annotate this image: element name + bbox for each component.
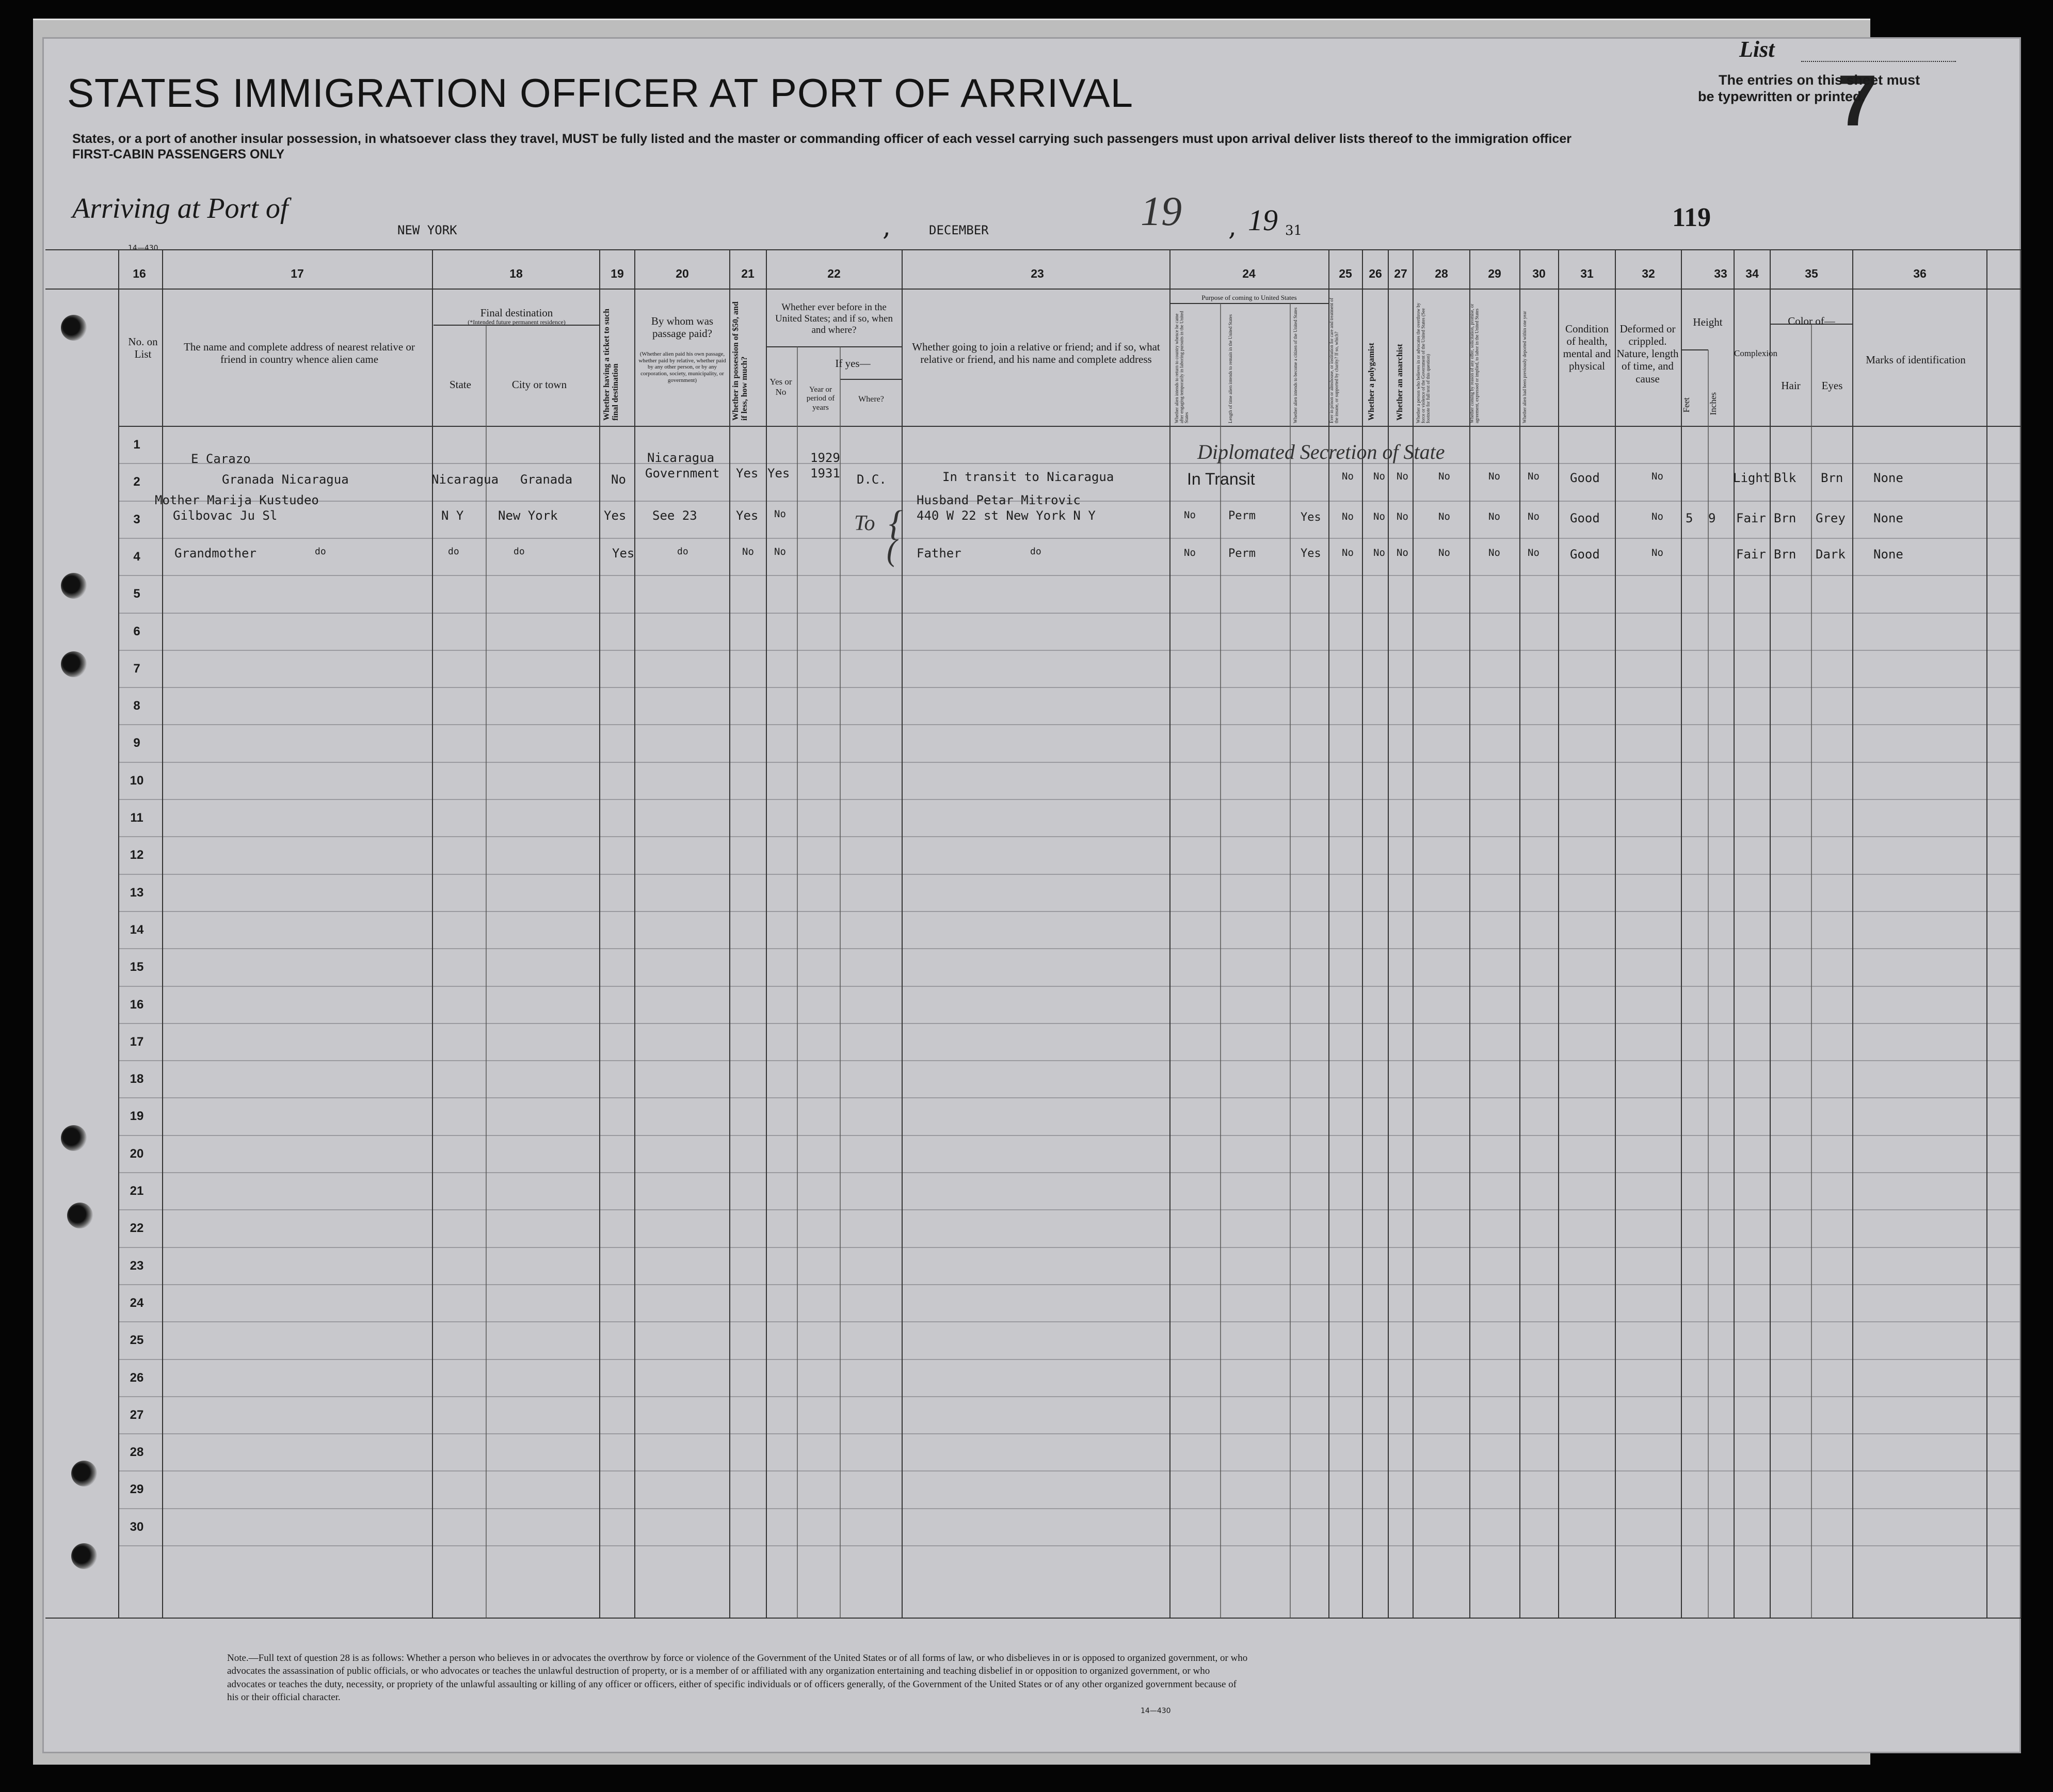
r1-passage-paid-line2: Government: [645, 466, 720, 481]
r3-passage-paid: do: [677, 546, 688, 557]
r3-relative-name: Grandmother: [174, 546, 256, 561]
header-joining: Whether going to join a relative or friend; and if so, what relative or friend, and his name and complete address: [912, 341, 1160, 366]
r1-marks: None: [1873, 471, 1903, 485]
r2-to-handwritten: To: [854, 511, 875, 535]
r1-state: Nicaragua: [431, 472, 499, 487]
header-final-destination-note: (*Intended future permanent residence): [468, 318, 566, 326]
row-number: 8: [133, 699, 140, 713]
column-number: 21: [741, 267, 755, 280]
r2-length: Perm: [1228, 509, 1256, 522]
r2-complexion: Fair: [1736, 511, 1766, 525]
r3-deformed: No: [1651, 547, 1663, 558]
r1-complexion: Light: [1733, 471, 1771, 485]
row-number: 26: [130, 1371, 144, 1385]
r2-marks: None: [1873, 511, 1903, 525]
column-number: 29: [1488, 267, 1501, 280]
row-number: 22: [130, 1221, 144, 1235]
r3-health: Good: [1570, 547, 1600, 562]
header-health: Condition of health, mental and physical: [1563, 323, 1611, 373]
r1-ticket: No: [611, 472, 626, 487]
r2-q26: No: [1373, 511, 1385, 522]
header-overthrow: Whether a person who believes in or advocates the overthrow by force or violence of the Government of the United States (See footnote for full text of this question): [1416, 302, 1431, 423]
r2-q30: No: [1528, 511, 1539, 522]
row-number: 18: [130, 1072, 144, 1086]
header-years: Year or period of years: [806, 386, 835, 412]
row-number: 15: [130, 960, 144, 974]
r2-deformed: No: [1651, 511, 1663, 522]
r1-before: Yes: [767, 466, 790, 481]
footnote: Note.—Full text of question 28 is as follows: Whether a person who believes in or advocates the overthrow by force or violence of the Government of the United States or of all forms of law, or who disbelieves in or is opposed to organized government, or who advocates the assassination of public officials, or who advocates or teaches the unlawful destruction of property, or is a member of or affiliated with any organization entertaining and teaching disbelief in or opposition to organized government, or who advocates or teaches the duty, necessity, or propriety of the unlawful assaulting or killing of any officer or officers, either of specific individuals or of officers generally, of the Government of the United States or of any other organized government because of his or their official character.: [227, 1653, 1248, 1703]
r2-brace: {: [889, 504, 903, 543]
column-number: 34: [1745, 267, 1759, 280]
r1-years-line2: 1931: [810, 466, 840, 481]
form-number: 14—430: [128, 244, 158, 252]
binder-hole: [61, 315, 87, 341]
page-title: STATES IMMIGRATION OFFICER AT PORT OF ARRIVAL: [67, 70, 1134, 116]
header-city: City or town: [511, 378, 567, 391]
year-prefix: 19: [1248, 203, 1278, 237]
r3-return: No: [1184, 547, 1196, 558]
header-polygamist: Whether a polygamist: [1367, 343, 1376, 421]
r3-q25: No: [1342, 547, 1354, 558]
r2-money: Yes: [736, 508, 759, 523]
row-number: 28: [130, 1445, 144, 1459]
r2-feet: 5: [1686, 511, 1693, 525]
r3-q27: No: [1397, 547, 1408, 558]
header-color-of: Color of—: [1788, 315, 1835, 327]
r1-relative-address: Granada Nicaragua: [222, 472, 349, 487]
r1-where: D.C.: [857, 472, 887, 487]
header-eyes: Eyes: [1821, 379, 1843, 392]
r2-q28: No: [1438, 511, 1450, 522]
binder-hole: [71, 1461, 97, 1486]
header-purpose: Purpose of coming to United States: [1201, 294, 1297, 301]
column-number: 33: [1714, 267, 1727, 280]
r3-q28: No: [1438, 547, 1450, 558]
r1-hair: Blk: [1774, 471, 1797, 485]
column-number: 25: [1339, 267, 1352, 280]
row-number: 19: [130, 1109, 144, 1123]
column-number: 18: [509, 267, 523, 280]
r2-health: Good: [1570, 511, 1600, 525]
row-number: 23: [130, 1259, 144, 1273]
form-number-bottom: 14—430: [1141, 1707, 1171, 1715]
r1-q26: No: [1373, 471, 1385, 482]
r3-eyes: Dark: [1816, 547, 1846, 562]
header-deported: Whether alien had been previously deported within one year: [1522, 311, 1527, 423]
column-number: 16: [133, 267, 146, 280]
row-number: 12: [130, 848, 144, 862]
row-number: 27: [130, 1408, 144, 1422]
header-final-destination: Final destination: [480, 307, 553, 319]
header-purpose-citizen: Whether alien intends to become a citizen of the United States: [1293, 307, 1298, 423]
r2-return: No: [1184, 509, 1196, 521]
header-nearest-relative: The name and complete address of nearest relative or friend in country whence alien came: [184, 341, 415, 366]
binder-hole: [61, 651, 87, 677]
r3-hair: Brn: [1774, 547, 1797, 562]
list-label: List: [1739, 37, 1775, 62]
row-number: 6: [133, 625, 140, 638]
r1-q29: No: [1488, 471, 1500, 482]
header-before-yes-no: Yes or No: [769, 377, 792, 397]
r1-q27: No: [1397, 471, 1408, 482]
column-number: 17: [291, 267, 304, 280]
r3-q30: No: [1528, 547, 1539, 558]
row-number: 7: [133, 662, 140, 676]
row-number: 3: [133, 513, 140, 526]
r3-state: do: [448, 546, 459, 557]
column-number: 30: [1532, 267, 1546, 280]
comma-separator: ,: [1228, 212, 1237, 242]
row-number: 1: [133, 438, 140, 452]
r2-citizen: Yes: [1301, 511, 1321, 524]
r2-ticket: Yes: [604, 508, 627, 523]
column-number: 26: [1369, 267, 1382, 280]
r3-length: Perm: [1228, 547, 1256, 560]
column-number: 20: [676, 267, 689, 280]
year-suffix: 31: [1285, 223, 1303, 238]
row-number: 9: [133, 736, 140, 750]
comma-separator: ,: [883, 212, 891, 242]
r1-city: Granada: [520, 472, 573, 487]
header-prison: Ever in prison or almshouse, or institution for care and treatment of the insane, or supported by charity? If so, which?: [1329, 298, 1339, 423]
r2-passage-paid: See 23: [652, 508, 697, 523]
header-where: Where?: [858, 395, 884, 404]
r1-q28: No: [1438, 471, 1450, 482]
entry-instructions-line1: The entries on this sheet must: [1719, 72, 1920, 88]
r3-city: do: [514, 546, 525, 557]
row-number: 29: [130, 1482, 144, 1496]
r1-purpose: In Transit: [1187, 470, 1255, 488]
row-number: 11: [130, 811, 143, 825]
column-number: 22: [827, 267, 841, 280]
r2-before: No: [774, 508, 786, 520]
instructions-text: States, or a port of another insular possession, in whatsoever class they travel, MUST be fully listed and the master or commanding officer of each vessel carrying such passengers must upon arrival deliver lists thereof to the immigration officer: [72, 132, 1571, 146]
header-no-on-list: No. on List: [128, 335, 158, 361]
r2-hair: Brn: [1774, 511, 1797, 525]
r1-money: Yes: [736, 466, 759, 481]
r3-joining-ditto: do: [1030, 546, 1041, 557]
r2-joining-name: Husband Petar Mitrovic: [917, 493, 1081, 507]
binder-hole: [67, 1203, 93, 1228]
header-labor-offer: Whether coming by reason of any offer, solicitation, promise, or agreement, expressed or implied, to labor in the United States: [1469, 303, 1480, 423]
row-number: 13: [130, 886, 144, 900]
header-inches: Inches: [1708, 392, 1718, 415]
r3-q29: No: [1488, 547, 1500, 558]
r2-q27: No: [1397, 511, 1408, 522]
column-number: 36: [1913, 267, 1927, 280]
r3-citizen: Yes: [1301, 547, 1321, 560]
r3-relative-ditto: do: [315, 546, 326, 557]
binder-hole: [71, 1543, 97, 1569]
row-number: 16: [130, 998, 144, 1012]
r3-bracket: (: [887, 533, 897, 567]
header-hair: Hair: [1781, 379, 1801, 392]
r3-marks: None: [1873, 547, 1903, 562]
r1-passage-paid-line1: Nicaragua: [647, 451, 715, 465]
binder-hole: [61, 573, 87, 599]
row-number: 10: [130, 774, 144, 788]
column-number: 24: [1242, 267, 1256, 280]
r2-relative-address: Gilbovac Ju Sl: [173, 508, 278, 523]
r3-joining: Father: [917, 546, 961, 561]
column-number: 23: [1031, 267, 1044, 280]
header-passage-paid-note: (Whether alien paid his own passage, whether paid by relative, whether paid by any other person, or by any corporation, society, municipality, or government): [638, 351, 726, 383]
row-number: 24: [130, 1296, 144, 1310]
row-number: 21: [130, 1184, 144, 1198]
r3-before: No: [774, 546, 786, 557]
header-purpose-return: Whether alien intends to return to country whence he came after engaging temporarily in laboring pursuits in the United States: [1174, 311, 1189, 423]
r2-q29: No: [1488, 511, 1500, 522]
row-number: 4: [133, 550, 140, 564]
r1-health: Good: [1570, 471, 1600, 485]
column-number: 32: [1642, 267, 1655, 280]
header-money: Whether in possession of $50, and if less, how much?: [731, 301, 749, 421]
row-number: 14: [130, 923, 144, 937]
column-number: 35: [1805, 267, 1818, 280]
sheet-number: 119: [1672, 203, 1711, 232]
r3-q26: No: [1373, 547, 1385, 558]
r1-q30: No: [1528, 471, 1539, 482]
r2-relative-name: Mother Marija Kustudeo: [155, 493, 319, 507]
r1-joining: In transit to Nicaragua: [942, 470, 1114, 484]
header-passage-paid: By whom was passage paid?: [651, 315, 714, 340]
column-number: 28: [1435, 267, 1448, 280]
header-complexion: Complexion: [1734, 348, 1778, 358]
header-purpose-length: Length of time alien intends to remain in the United States: [1228, 314, 1233, 423]
binder-hole: [61, 1125, 87, 1151]
header-height: Height: [1693, 316, 1723, 328]
r2-eyes: Grey: [1816, 511, 1846, 525]
port-value: NEW YORK: [397, 223, 457, 237]
row-number: 2: [133, 475, 140, 489]
row-number: 17: [130, 1035, 144, 1049]
r3-complexion: Fair: [1736, 547, 1766, 562]
r1-q25: No: [1342, 471, 1354, 482]
header-anarchist: Whether an anarchist: [1396, 344, 1404, 421]
r2-city: New York: [498, 508, 558, 523]
header-if-yes: If yes—: [835, 357, 871, 370]
r3-ticket: Yes: [612, 546, 635, 561]
month-value: DECEMBER: [929, 223, 989, 237]
column-number: 27: [1394, 267, 1407, 280]
r2-inches: 9: [1708, 511, 1716, 525]
r1-years-line1: 1929: [810, 451, 840, 465]
header-marks: Marks of identification: [1866, 354, 1966, 366]
r1-purpose-handwritten: Diplomated Secretion of State: [1197, 440, 1445, 463]
r1-eyes: Brn: [1821, 471, 1843, 485]
row-number: 30: [130, 1520, 144, 1534]
day-value: 19: [1141, 189, 1182, 234]
row-number: 20: [130, 1147, 144, 1161]
r1-relative-name: E Carazo: [191, 452, 251, 466]
r2-joining-address: 440 W 22 st New York N Y: [917, 508, 1096, 523]
row-number: 25: [130, 1333, 144, 1347]
cabin-class-label: FIRST-CABIN PASSENGERS ONLY: [72, 147, 285, 162]
header-ticket: Whether having a ticket to such final destination: [602, 308, 620, 421]
header-state: State: [450, 378, 471, 391]
arriving-label: Arriving at Port of: [72, 193, 288, 225]
column-number: 31: [1580, 267, 1594, 280]
r2-q25: No: [1342, 511, 1354, 522]
r1-deformed: No: [1651, 471, 1663, 482]
entry-instructions-line2: be typewritten or printed.: [1698, 89, 1866, 104]
r2-state: N Y: [441, 508, 464, 523]
header-been-before: Whether ever before in the United States; and if so, when and where?: [775, 302, 893, 335]
r3-money: No: [742, 546, 754, 557]
column-number: 19: [611, 267, 624, 280]
list-number: 7: [1837, 60, 1878, 141]
header-feet: Feet: [1681, 397, 1691, 413]
row-number: 5: [133, 587, 140, 601]
header-deformed: Deformed or crippled. Nature, length of time, and cause: [1616, 323, 1679, 385]
